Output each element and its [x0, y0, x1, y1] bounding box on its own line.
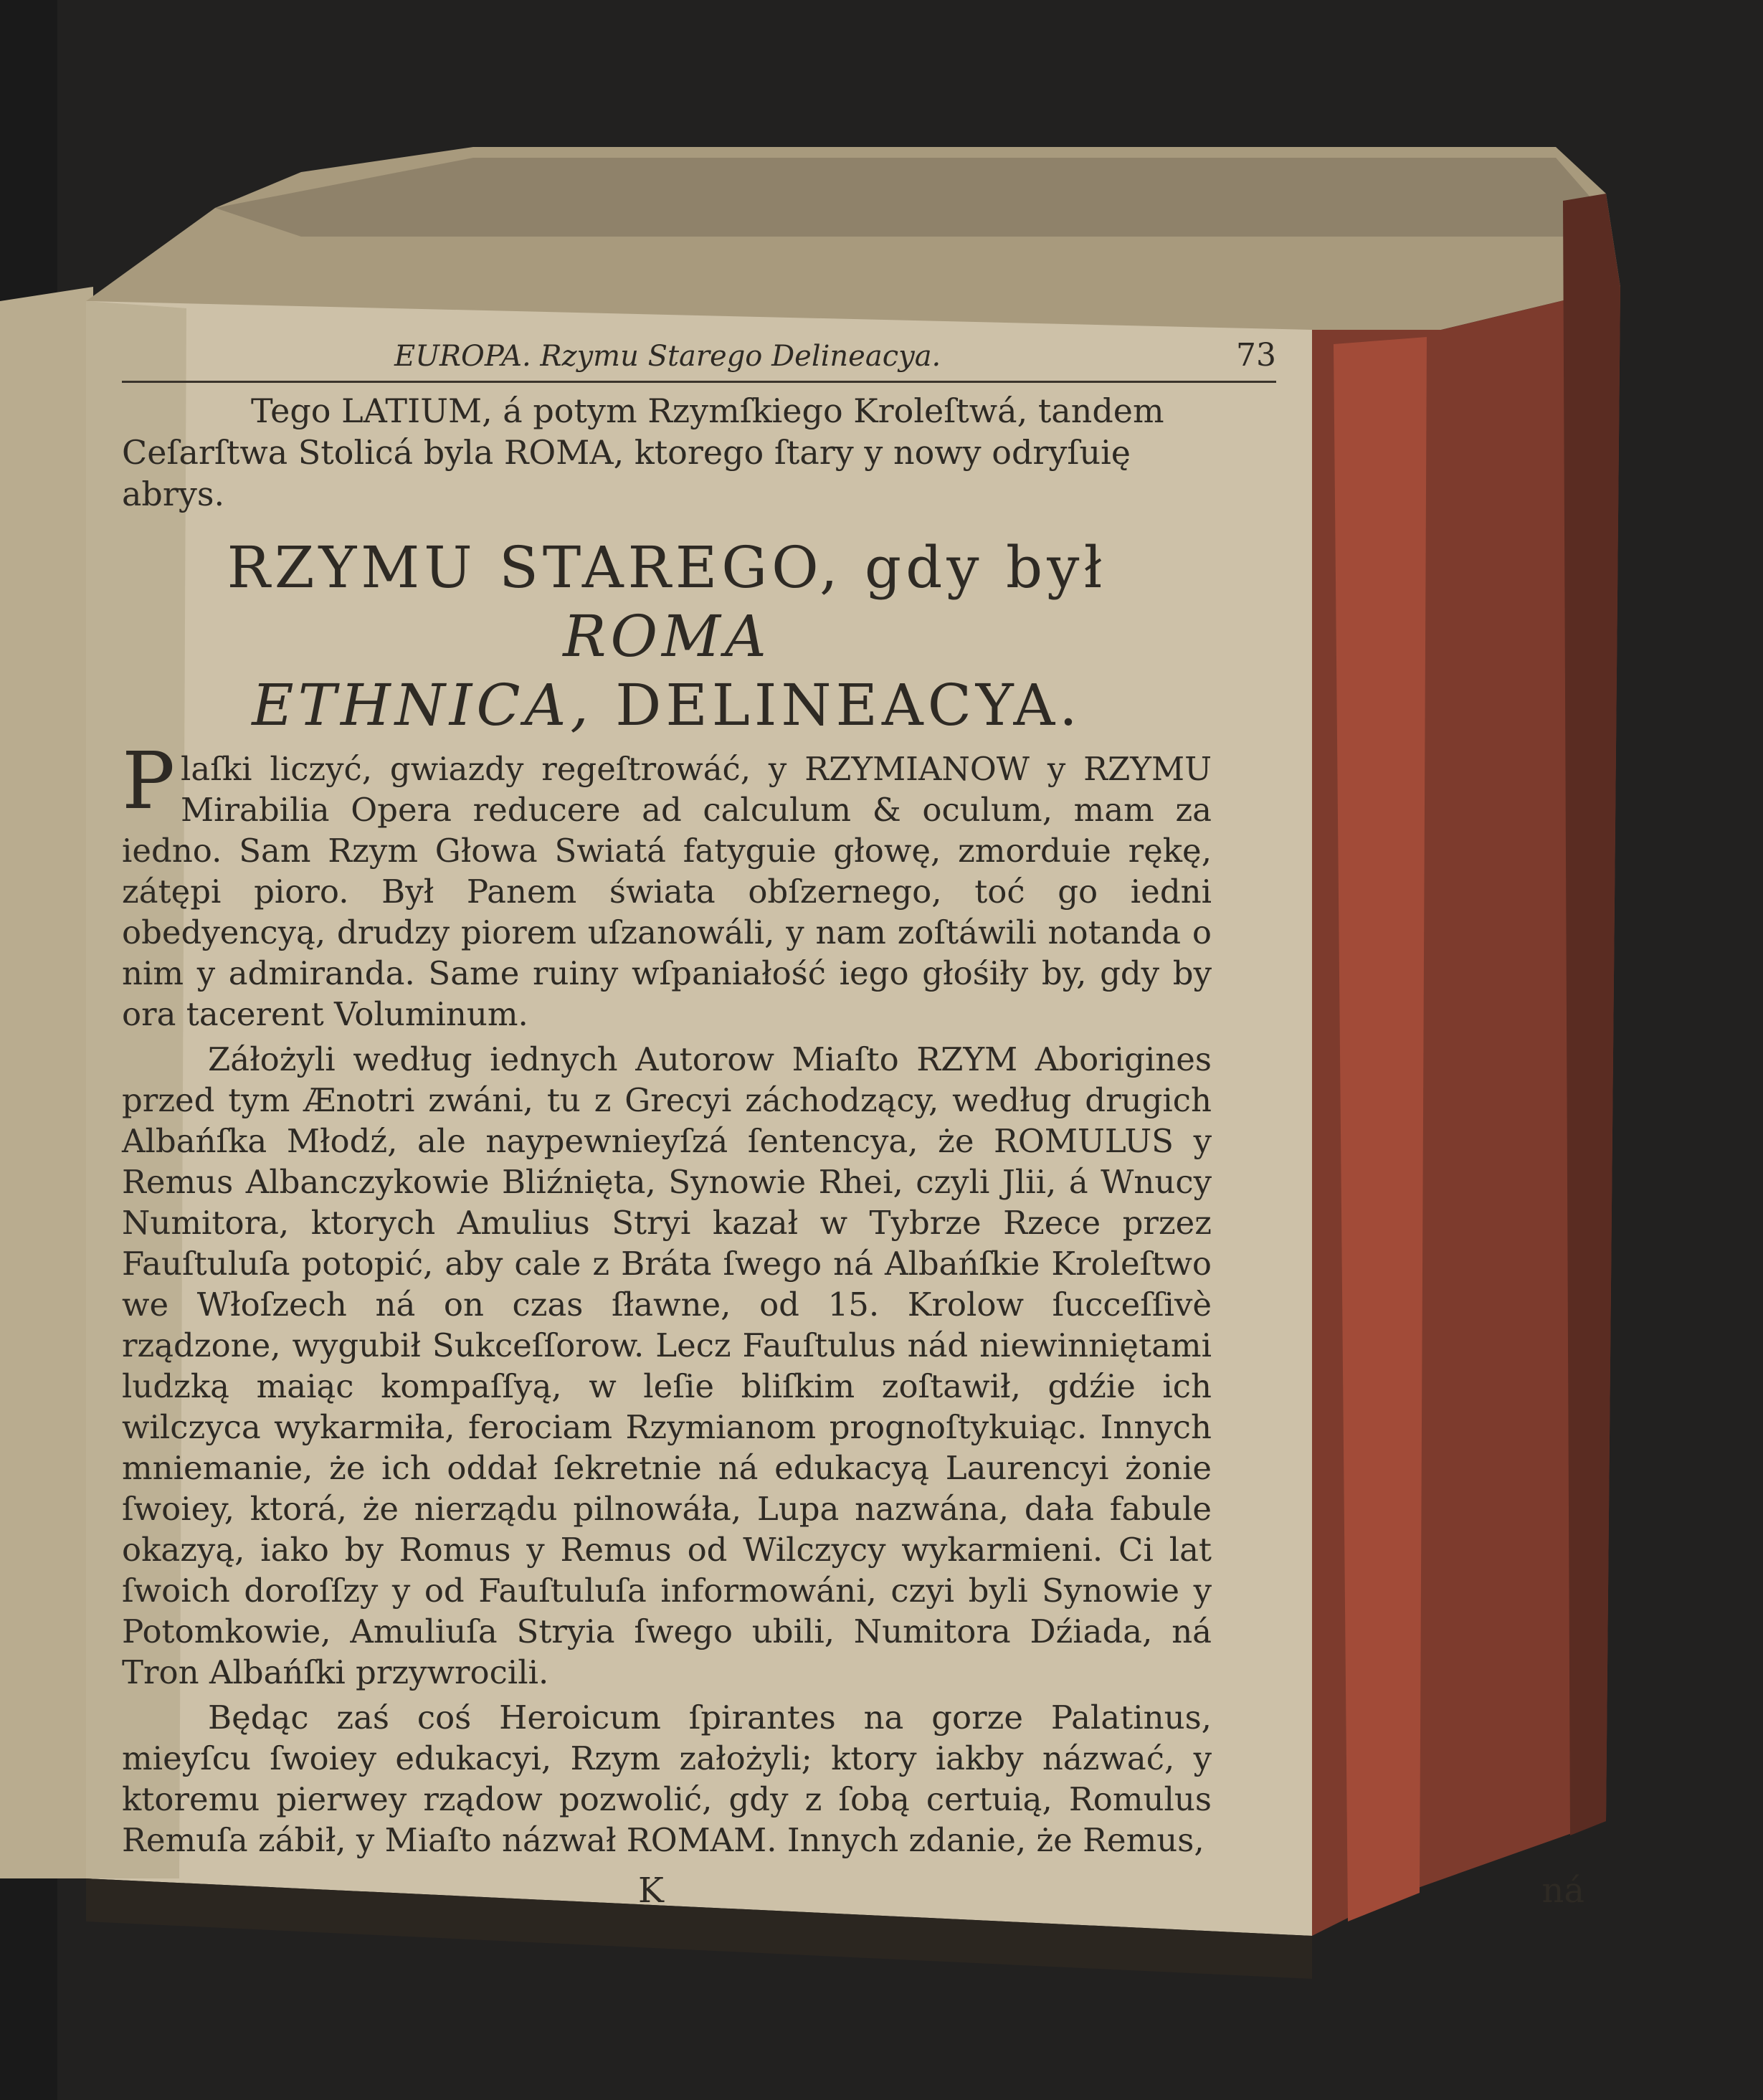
book-page	[122, 337, 1584, 1950]
heading-line1-italic: ROMA	[563, 603, 771, 670]
paragraph-3: Będąc zaś coś Heroicum ſpirantes na gorze Palatinus, mieyſcu ſwoiey edukacyi, Rzym założyli; ktory iakby názwać, y ktoremu pierwey rządow pozwolić, gdy z ſobą certuią, Romulus Remuſa zábił, y Miaſto názwał ROMAM. Innych zdanie, że Remus,	[122, 1698, 1212, 1859]
paragraph-text: laſki liczyć, gwiazdy regeſtrowáć, y RZYMIANOW y RZYMU Mirabilia Opera reducere ad calculum & oculum, mam za iedno. Sam Rzym Głowa Swiatá fatyguie głowę, zmorduie rękę, zátępi pioro. Był Panem świata obſzernego, toć go iedni obedyencyą, drudzy piorem uſzanowáli, y nam zoſtáwili notanda o nim y admiranda. Same ruiny wſpaniałość iego głośiły by, gdy by ora tacerent Voluminum.	[122, 750, 1212, 1033]
paragraph-2: Záłożyli według iednych Autorow Miaſto RZYM Aborigines przed tym Ænotri zwáni, tu z Grecyi záchodzący, według drugich Albańſka Młodź, ale naypewnieyſzá ſentencya, że ROMULUS y Remus Albanczykowie Bliźnięta, Synowie Rhei, czyli Jlii, á Wnucy Numitora, ktorych Amulius Stryi kazał w Tybrze Rzece przez Fauſtuluſa potopić, aby cale z Bráta ſwego ná Albańſkie Kroleſtwo we Włoſzech ná on czas ſławne, od 15. Krolow ſucceſſivè rządzone, wygubił Sukceſſorow. Lecz Fauſtulus nád niewinniętami ludzką maiąc kompaſſyą, w leſie bliſkim zoſtawił, gdźie ich wilczyca wykarmiła, ferociam Rzymianom prognoſtykuiąc. Innych mniemanie, że ich oddał ſekretnie ná edukacyą Laurencyi żonie ſwoiey, ktorá, że nierządu pilnowáła, Lupa nazwána, dała fabule okazyą, iako by Romus y Remus od Wilczycy wykarmieni. Ci lat ſwoich doroſſzy y od Fauſtuluſa informowáni, czyi byli Synowie y Potomkowie, Amuliuſa Stryia ſwego ubili, Numitora Dźiada, ná Tron Albańſki przywrocili.	[122, 1040, 1212, 1691]
intro-paragraph: Tego LATIUM, á potym Rzymſkiego Kroleſtwá, tandem Ceſarſtwa Stolicá byla ROMA, ktorego ſtary y nowy odryſuię abrys.	[122, 391, 1164, 513]
catchword: ná	[1541, 1871, 1584, 1911]
left-page-edge	[0, 287, 93, 1878]
heading-line2-italic: ETHNICA,	[252, 672, 593, 738]
page-number: 73	[1236, 337, 1276, 374]
body-text	[122, 735, 1212, 1861]
signature-mark: K	[638, 1871, 664, 1911]
running-title: EUROPA. Rzymu Starego Delineacya.	[394, 340, 941, 373]
chapter-heading	[122, 533, 1212, 740]
catchwords	[638, 1871, 1584, 1911]
heading-line1: RZYMU STAREGO, gdy był	[227, 534, 1107, 601]
running-head	[122, 337, 1276, 383]
heading-line2: DELINEACYA.	[615, 672, 1082, 738]
paragraph-1	[122, 735, 1212, 1035]
drop-cap: P	[122, 735, 176, 827]
